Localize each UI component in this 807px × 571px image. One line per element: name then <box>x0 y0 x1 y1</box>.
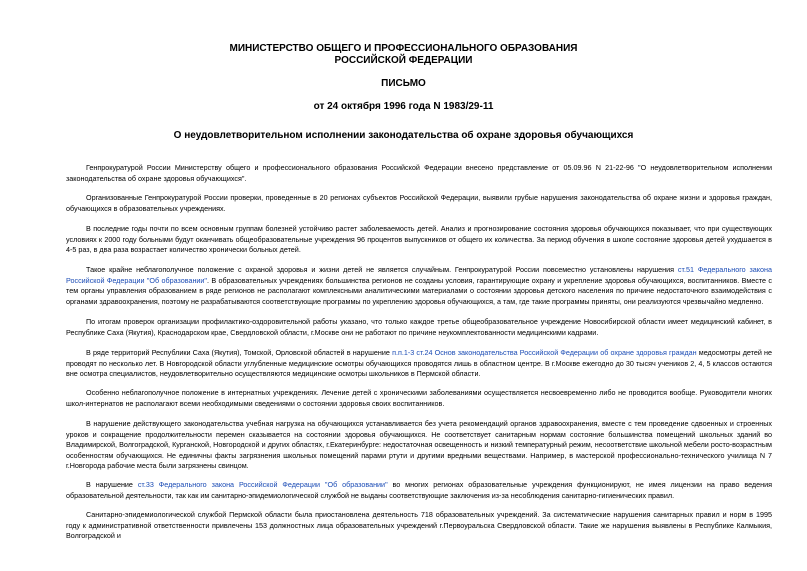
paragraph-6-text-a: В ряде территорий Республики Саха (Якутия), Томской, Орловской областей в нарушение <box>86 348 393 357</box>
paragraph-3: В последние годы почти по всем основным группам болезней устойчиво растет заболеваемость детей. Анализ и прогнозирование состояния здоровья обучающихся показывает, что при существующих условиях к 2000 году больными будут оканчивать общеобразовательные учреждения 96 процентов выпускников от общего их количества. За период обучения в школе состояние здоровья детей ухудшается в 4-5 раз, в два раза возрастает количество хронически больных детей. <box>66 224 772 254</box>
ministry-line-1: МИНИСТЕРСТВО ОБЩЕГО И ПРОФЕССИОНАЛЬНОГО ОБРАЗОВАНИЯ <box>229 43 578 54</box>
paragraph-4 <box>66 265 772 307</box>
paragraph-7: Особенно неблагополучное положение в интернатных учреждениях. Лечение детей с хроническими заболеваниями осуществляется несвоевременно либо не проводится вообще. Руководители многих школ-интернатов не располагают всеми необходимыми сведениями о состоянии здоровья своих воспитанников. <box>66 388 772 408</box>
paragraph-4-text-a: Такое крайне неблагополучное положение с охраной здоровья и жизни детей не является случайным. Генпрокуратурой России повсеместно установлены нарушения <box>86 265 678 274</box>
paragraph-2: Организованные Генпрокуратурой России проверки, проведенные в 20 регионах субъектов Российской Федерации, выявили грубые нарушения законодательства об охране жизни и здоровья граждан, обучающихся в образовательных учреждениях. <box>66 193 772 213</box>
law-link-art33[interactable]: ст.33 Федерального закона Российской Федерации "Об образовании" <box>137 480 388 489</box>
paragraph-6-text-b: медосмотры детей не проводят по несколько лет. В Новгородской области углубленные медицинские осмотры обучающихся проводятся лишь в областном центре. В г.Москве ежегодно до 30 тысяч учеников 2, 4, 5 классов остаются вне осмотра специалистов, неудовлетворительно осуществляются медицинские осмотры школьников в Пермской области. <box>66 348 772 378</box>
document-type: ПИСЬМО <box>381 78 426 89</box>
law-link-art51[interactable]: ст.51 Федерального закона Российской Федерации "Об образовании" <box>66 265 772 285</box>
paragraph-6 <box>66 348 772 380</box>
paragraph-9 <box>66 480 772 501</box>
law-link-art24[interactable]: п.п.1-3 ст.24 Основ законодательства Российской Федерации об охране здоровья граждан <box>392 348 697 357</box>
paragraph-8: В нарушение действующего законодательства учебная нагрузка на обучающихся устанавливается без учета рекомендаций органов здравоохранения, вместе с тем проведение сдвоенных и строенных уроков и сокращение продолжительности перемен сказывается на состоянии здоровья обучающихся. Не соответствует санитарным нормам состояние большинства помещений школьных зданий во Владимирской, Волгоградской, Курганской, Новгородской и других областях, г.Екатеринбурге: недостаточная освещенность и низкий температурный режим, несоответствие школьной мебели росто-возрастным особенностям обучающихся. Не единичны факты загрязнения школьных помещений парами ртути и другими вредными веществами. Например, в мастерской профессионально-технического училища N 7 г.Новгорода рабочие места были загрязнены свинцом. <box>66 419 772 470</box>
paragraph-4-text-b: . В образовательных учреждениях большинства регионов не созданы условия, гарантирующие охрану и укрепление здоровья обучающихся, воспитанников. Вместе с тем органы управления образованием в ряде регионов не располагают комплексными аналитическими материалами о состоянии здоровья детского населения по причине недостаточного взаимодействия с органами здравоохранения, поэтому не разрабатываются соответствующие программы по укреплению здоровья обучающихся, а там, где такие программы приняты, они реализуются чрезвычайно медленно. <box>66 275 772 306</box>
paragraph-5: По итогам проверок организации профилактико-оздоровительной работы указано, что только каждое третье общеобразовательное учреждение Новосибирской области имеет медицинский кабинет, в Республике Саха (Якутия), Краснодарском крае, Свердловской области, г.Москве они не работают по причине неукомплектованности медицинскими кадрами. <box>66 317 772 337</box>
paragraph-10: Санитарно-эпидемиологической службой Пермской области была приостановлена деятельность 718 образовательных учреждений. За систематические нарушения санитарных правил и норм в 1995 году к административной ответственности привлечены 153 должностных лица образовательных учреждений г.Первоуральска Свердловской области. Такие же нарушения выявлены в Республике Калмыкия, Волгоградской и <box>66 510 772 540</box>
document-date: от 24 октября 1996 года N 1983/29-11 <box>313 101 494 112</box>
ministry-line-2: РОССИЙСКОЙ ФЕДЕРАЦИИ <box>334 55 473 66</box>
paragraph-1: Генпрокуратурой России Министерству общего и профессионального образования Российской Федерации внесено представление от 05.09.96 N 21-22-96 "О неудовлетворительном исполнении законодательства об охране здоровья обучающихся". <box>66 163 772 183</box>
paragraph-9-text-a: В нарушение <box>86 480 138 489</box>
document-title: О неудовлетворительном исполнении законодательства об охране здоровья обучающихся <box>173 130 634 141</box>
paragraph-9-text-b: во многих регионах образовательные учреждения функционируют, не имея лицензии на право ведения образовательной деятельности, так как им санитарно-эпидемиологической службой не выданы соответствующие заключения из-за несоблюдения санитарно-гигиенических правил. <box>66 480 772 500</box>
